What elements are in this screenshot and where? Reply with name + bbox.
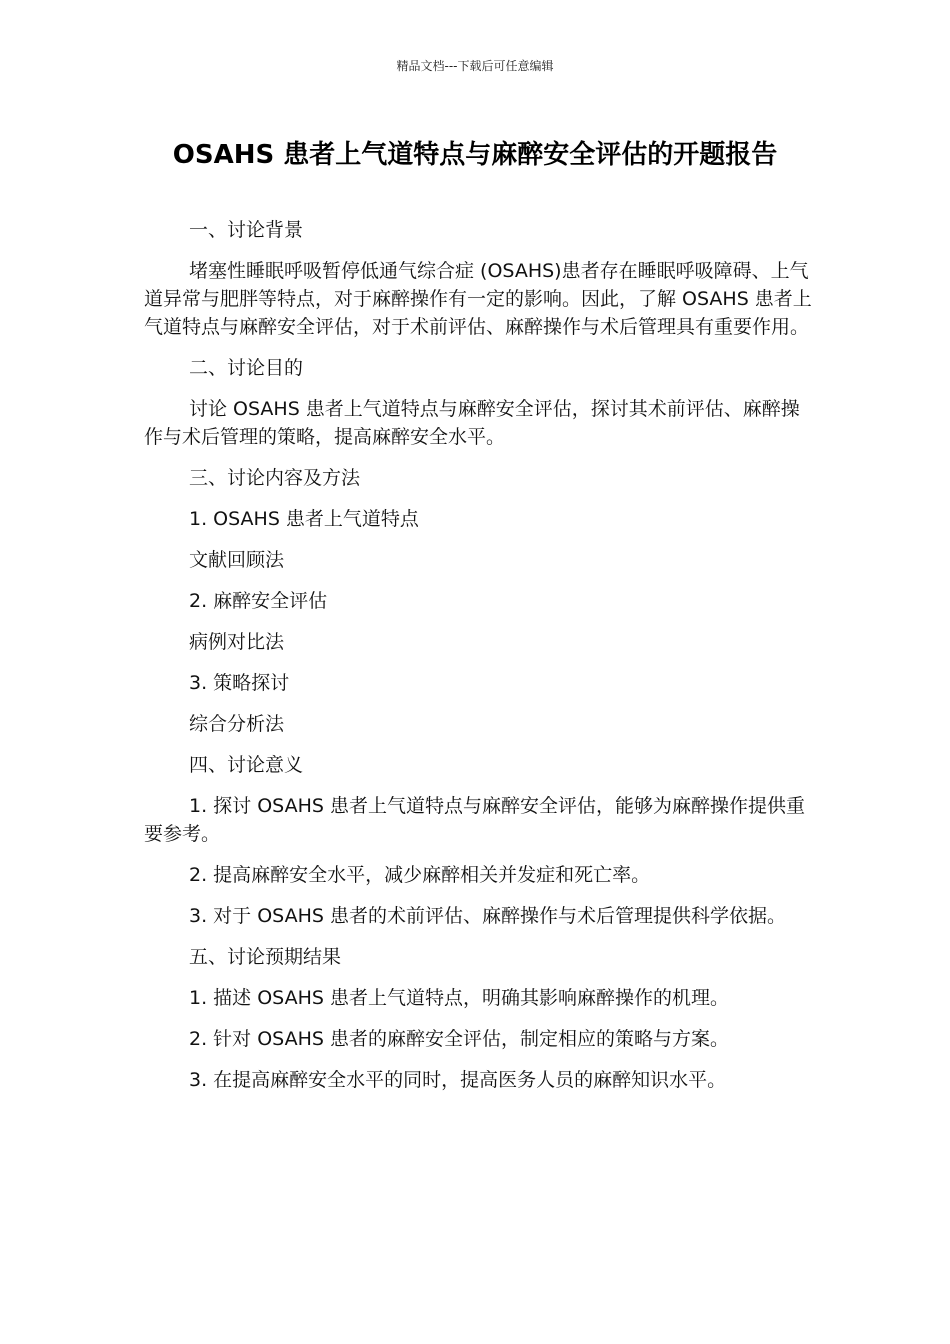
document-title: OSAHS 患者上气道特点与麻醉安全评估的开题报告 <box>172 140 778 170</box>
content-item-2: 2. 麻醉安全评估 <box>189 590 328 612</box>
section-heading-expected-results: 五、讨论预期结果 <box>189 946 342 968</box>
method-item-2: 病例对比法 <box>189 631 285 653</box>
method-item-1: 文献回顾法 <box>189 549 285 571</box>
content-item-1: 1. OSAHS 患者上气道特点 <box>189 508 419 530</box>
section-heading-content-methods: 三、讨论内容及方法 <box>189 467 361 489</box>
significance-item-3: 3. 对于 OSAHS 患者的术前评估、麻醉操作与术后管理提供科学依据。 <box>189 905 786 927</box>
document-body <box>144 216 812 1107</box>
section-heading-background: 一、讨论背景 <box>189 219 304 241</box>
significance-item-2: 2. 提高麻醉安全水平，减少麻醉相关并发症和死亡率。 <box>189 864 651 886</box>
expected-result-item-1: 1. 描述 OSAHS 患者上气道特点，明确其影响麻醉操作的机理。 <box>189 987 729 1009</box>
expected-result-item-2: 2. 针对 OSAHS 患者的麻醉安全评估，制定相应的策略与方案。 <box>189 1028 729 1050</box>
background-paragraph: 堵塞性睡眠呼吸暂停低通气综合症 (OSAHS)患者存在睡眠呼吸障碍、上气道异常与肥胖等特点，对于麻醉操作有一定的影响。因此，了解 OSAHS 患者上气道特点与麻醉安全评估，对于术前评估、麻醉操作与术后管理具有重要作用。 <box>144 260 812 338</box>
content-item-3: 3. 策略探讨 <box>189 672 290 694</box>
page-header: 精品文档---下载后可任意编辑 <box>396 59 554 73</box>
method-item-3: 综合分析法 <box>189 713 285 735</box>
significance-item-1: 1. 探讨 OSAHS 患者上气道特点与麻醉安全评估，能够为麻醉操作提供重要参考。 <box>144 795 805 845</box>
section-heading-significance: 四、讨论意义 <box>189 754 304 776</box>
purpose-paragraph: 讨论 OSAHS 患者上气道特点与麻醉安全评估，探讨其术前评估、麻醉操作与术后管理的策略，提高麻醉安全水平。 <box>144 398 800 448</box>
section-heading-purpose: 二、讨论目的 <box>189 357 304 379</box>
expected-result-item-3: 3. 在提高麻醉安全水平的同时，提高医务人员的麻醉知识水平。 <box>189 1069 727 1091</box>
